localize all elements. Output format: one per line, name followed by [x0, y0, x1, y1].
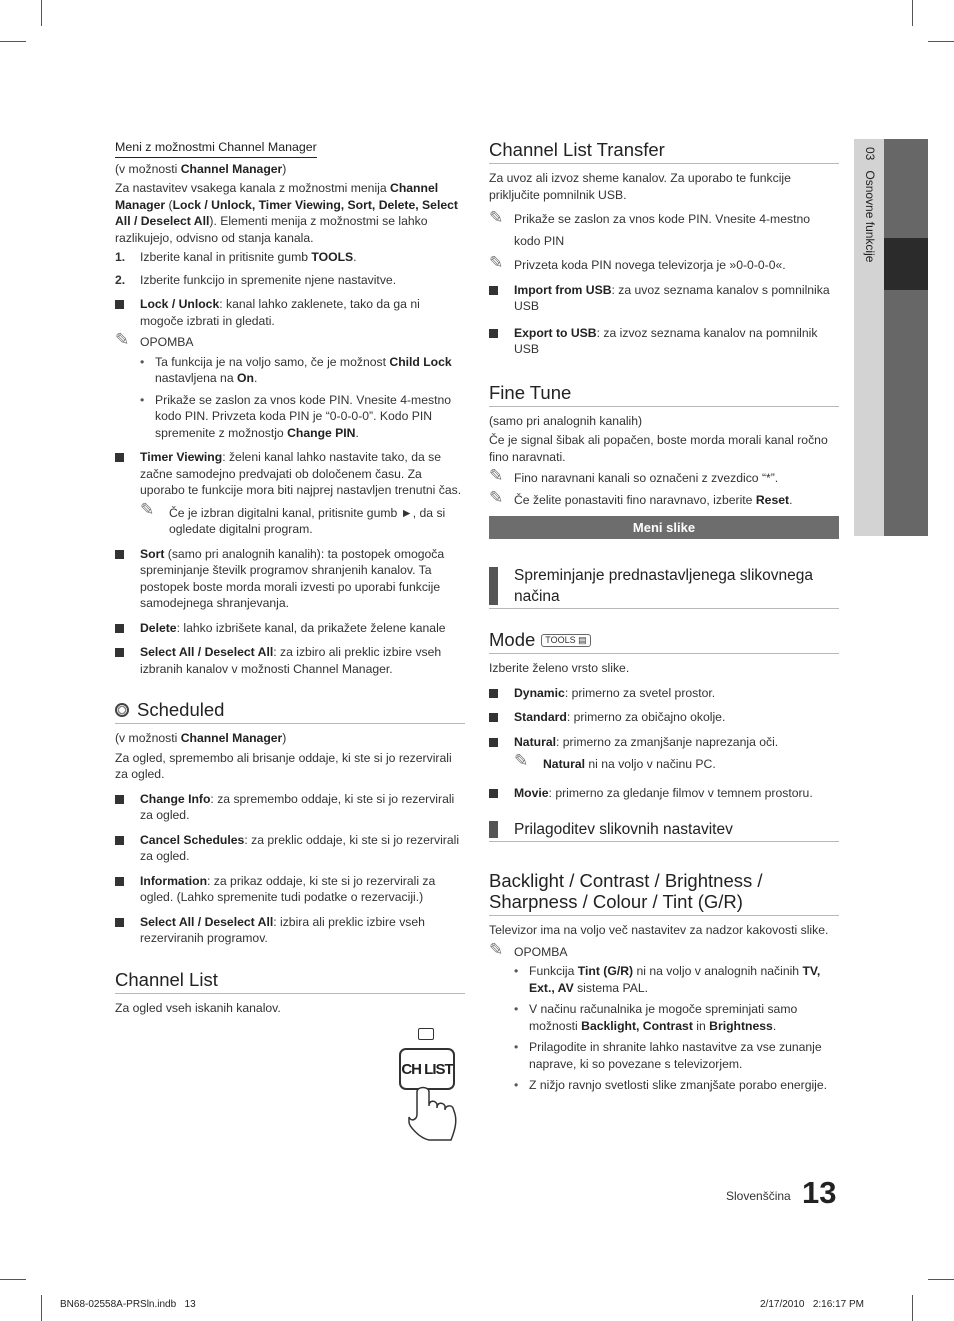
note-pencil-icon: ✎ — [489, 939, 504, 959]
chapter-tab — [854, 139, 928, 536]
backlight-note-2: • V načinu računalnika je mogoče spreminjati samo možnosti Backlight, Contrast in Brightness. — [514, 1001, 839, 1034]
pointing-hand-icon — [395, 1022, 465, 1142]
left-column — [115, 139, 465, 1019]
backlight-intro: Televizor ima na voljo več nastavitev za nadzor kakovosti slike. — [489, 923, 829, 937]
ch-list-button-illustration — [395, 1022, 465, 1142]
delete-item: Delete: lahko izbrišete kanal, da prikažete želene kanale — [115, 620, 465, 637]
lock-note-2: • Prikaže se zaslon za vnos kode PIN. Vnesite 4-mestno kodo PIN. Privzeta koda PIN je “0-0-0-0”. Kodo PIN spremenite z možnostjo Change PIN. — [140, 392, 465, 442]
scheduled-heading: Scheduled — [115, 699, 465, 724]
channel-list-heading: Channel List — [115, 969, 465, 994]
standard-item: Standard: primerno za običajno okolje. — [489, 709, 839, 726]
timer-viewing-item: Timer Viewing: želeni kanal lahko nastavite tako, da se začne samodejno predvajati ob določenem času. Za uporabo te funkcije mora biti najprej nastavljen trenutni čas. — [115, 449, 465, 499]
dynamic-item: Dynamic: primerno za svetel prostor. — [489, 685, 839, 702]
fine-tune-heading: Fine Tune — [489, 382, 839, 407]
channel-list-text: Za ogled vseh iskanih kanalov. — [115, 1000, 281, 1015]
transfer-note-2: ✎ Privzeta koda PIN novega televizorja je »0-0-0-0«. — [489, 253, 786, 272]
fine-tune-note-1: ✎ Fino naravnani kanali so označeni z zvezdico “*”. — [489, 466, 779, 485]
scheduled-context: (v možnosti Channel Manager) — [115, 731, 287, 745]
mode-intro: Izberite želeno vrsto slike. — [489, 661, 630, 675]
crop-mark — [928, 1279, 954, 1280]
information-item: Information: za prikaz oddaje, ki ste si jo rezervirali za ogled. (Lahko spremenite tudi podatke o rezervaciji.) — [115, 873, 465, 906]
fine-tune-context: (samo pri analognih kanalih) — [489, 413, 643, 428]
backlight-note-4: • Z nižjo ravnjo svetlosti slike zmanjšate porabo energije. — [514, 1077, 839, 1094]
crop-mark — [0, 1279, 26, 1280]
natural-note: ✎ Natural ni na voljo v načinu PC. — [514, 751, 716, 771]
timer-note: ✎ Če je izbran digitalni kanal, pritisnite gumb ►, da si ogledate digitalni program. — [140, 499, 446, 536]
chapter-tab-marker — [884, 238, 928, 290]
page-number: 13 — [802, 1175, 837, 1210]
chapter-label: 03 Osnovne funkcije — [863, 147, 877, 263]
transfer-note-1: ✎ Prikaže se zaslon za vnos kode PIN. Vnesite 4-mestno kodo PIN — [489, 208, 811, 248]
fine-tune-note-2: ✎ Če želite ponastaviti fino naravnavo, izberite Reset. — [489, 487, 793, 507]
note-pencil-icon: ✎ — [140, 499, 155, 519]
crop-mark — [41, 0, 42, 26]
backlight-note-1: • Funkcija Tint (G/R) ni na voljo v analognih načinih TV, Ext., AV sistema PAL. — [514, 963, 839, 996]
tools-badge-icon: TOOLS ▤ — [541, 634, 590, 647]
chapter-tab-dark — [884, 139, 928, 536]
fine-tune-intro: Če je signal šibak ali popačen, boste morda morali kanal ročno fino naravnati. — [489, 433, 828, 464]
movie-item: Movie: primerno za gledanje filmov v temnem prostoru. — [489, 785, 839, 802]
note-pencil-icon: ✎ — [115, 330, 130, 349]
backlight-note-3: • Prilagodite in shranite lahko nastavitve za vse zunanje naprave, ki so povezane s televizorjem. — [514, 1039, 839, 1072]
options-intro: Za nastavitev vsakega kanala z možnostmi menija Channel Manager (Lock / Unlock, Timer Viewing, Sort, Delete, Select All / Deselect All). Elementi menija z možnostmi se lahko razlikujejo, odvisno od stanja kanala. — [115, 181, 458, 245]
transfer-heading: Channel List Transfer — [489, 139, 839, 164]
import-usb-item: Import from USB: za uvoz seznama kanalov s pomnilnika USB — [489, 282, 839, 315]
scheduled-intro: Za ogled, spremembo ali brisanje oddaje, ki ste si jo rezervirali za ogled. — [115, 750, 452, 781]
footer-language: Slovenščina — [726, 1189, 791, 1203]
step-1: 1. Izberite kanal in pritisnite gumb TOOLS. — [115, 250, 357, 264]
note-pencil-icon: ✎ — [489, 466, 504, 485]
note-header: ✎ OPOMBA — [115, 330, 194, 349]
note-pencil-icon: ✎ — [489, 253, 504, 272]
step-2: 2. Izberite funkcijo in spremenite njene nastavitve. — [115, 272, 397, 287]
mode-heading: Mode TOOLS ▤ — [489, 629, 839, 654]
options-menu-title: Meni z možnostmi Channel Manager — [115, 139, 317, 158]
natural-item: Natural: primerno za zmanjšanje naprezanja oči. — [489, 734, 839, 751]
preset-mode-section: Spreminjanje prednastavljenega slikovnega načina — [489, 565, 839, 609]
crop-mark — [912, 0, 913, 26]
right-column — [489, 139, 839, 1099]
clock-icon — [115, 703, 129, 717]
cancel-schedules-item: Cancel Schedules: za preklic oddaje, ki ste si jo rezervirali za ogled. — [115, 832, 465, 865]
export-usb-item: Export to USB: za izvoz seznama kanalov na pomnilnik USB — [489, 325, 839, 358]
ch-list-button: CH LIST — [399, 1048, 455, 1090]
backlight-heading: Backlight / Contrast / Brightness / Sharpness / Colour / Tint (G/R) — [489, 870, 839, 916]
imprint-date: 2/17/2010 2:16:17 PM — [760, 1299, 864, 1310]
options-context: (v možnosti Channel Manager) — [115, 161, 287, 176]
crop-mark — [41, 1295, 42, 1321]
adjust-settings-section: Prilagoditev slikovnih nastavitev — [489, 819, 839, 842]
crop-mark — [928, 41, 954, 42]
lock-note-1: • Ta funkcija je na voljo samo, če je možnost Child Lock nastavljena na On. — [140, 354, 465, 387]
transfer-intro: Za uvoz ali izvoz sheme kanalov. Za uporabo te funkcije priključite pomnilnik USB. — [489, 171, 791, 202]
note-pencil-icon: ✎ — [514, 751, 529, 770]
imprint-file: BN68-02558A-PRSln.indb 13 — [60, 1299, 196, 1310]
note-header: ✎ OPOMBA — [489, 939, 568, 959]
crop-mark — [912, 1295, 913, 1321]
crop-mark — [0, 41, 26, 42]
picture-menu-bar: Meni slike — [489, 516, 839, 539]
lock-unlock-item: Lock / Unlock: kanal lahko zaklenete, tako da ga ni mogoče izbrati in gledati. — [115, 296, 465, 329]
note-pencil-icon: ✎ — [489, 487, 504, 507]
sched-select-all-item: Select All / Deselect All: izbira ali preklic izbire vseh rezerviranih programov. — [115, 914, 465, 947]
change-info-item: Change Info: za spremembo oddaje, ki ste si jo rezervirali za ogled. — [115, 791, 465, 824]
note-pencil-icon: ✎ — [489, 208, 504, 227]
select-all-item: Select All / Deselect All: za izbiro ali preklic izbire vseh izbranih kanalov v možnosti Channel Manager. — [115, 644, 465, 677]
sort-item: Sort (samo pri analognih kanalih): ta postopek omogoča spreminjanje številk programov shranjenih kanalov. Ta postopek boste morda morali izvesti po uporabi funkcije samodejnega shranjevanja. — [115, 546, 465, 612]
